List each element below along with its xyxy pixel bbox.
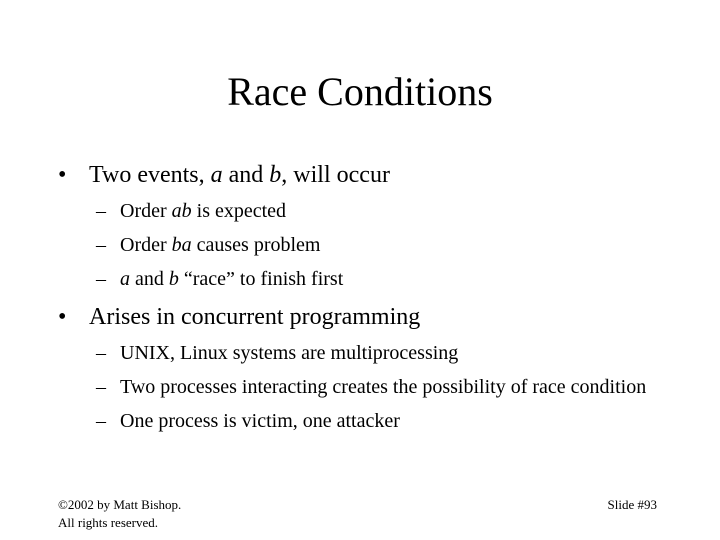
sub-1-2-seg-2: causes problem <box>191 234 321 256</box>
sub-1-1-seg-2: is expected <box>191 200 287 222</box>
bullet-1 <box>58 158 688 192</box>
sub-bullet-2-2 <box>58 372 688 402</box>
slide-number: Slide #93 <box>607 497 657 512</box>
bullet-1-seg-4: , will occur <box>281 162 390 188</box>
sub-1-3-seg-2: b <box>168 268 179 290</box>
dash-icon: – <box>96 342 106 364</box>
bullet-dot-icon: • <box>58 304 67 330</box>
sub-1-3-seg-1: and <box>130 268 169 290</box>
sub-2-1-seg-0: UNIX, Linux systems are multiprocessing <box>120 342 459 364</box>
sub-bullet-2-3 <box>58 406 688 436</box>
slide-content <box>58 158 688 436</box>
bullet-2 <box>58 300 688 334</box>
sub-1-3-seg-3: “race” to finish first <box>178 268 344 290</box>
bullet-1-seg-3: b <box>269 162 282 188</box>
sub-2-3-seg-0: One process is victim, one attacker <box>120 410 400 432</box>
dash-icon: – <box>96 410 106 432</box>
sub-bullet-2-1 <box>58 338 688 368</box>
rights-text: All rights reserved. <box>58 515 159 530</box>
copyright-text: ©2002 by Matt Bishop. <box>58 497 182 512</box>
sub-2-2-seg-0: Two processes interacting creates the possibility of race condition <box>120 376 647 398</box>
bullet-2-seg-0: Arises in concurrent programming <box>89 304 421 330</box>
bullet-dot-icon: • <box>58 162 67 188</box>
dash-icon: – <box>96 200 106 222</box>
bullet-1-seg-0: Two events, <box>89 162 211 188</box>
slide-title: Race Conditions <box>227 69 493 114</box>
sub-bullet-1-3 <box>58 264 688 294</box>
dash-icon: – <box>96 376 106 398</box>
dash-icon: – <box>96 268 106 290</box>
bullet-1-seg-1: a <box>210 162 223 188</box>
bullet-1-seg-2: and <box>222 162 270 188</box>
sub-bullet-1-2 <box>58 230 688 260</box>
sub-1-1-seg-1: ab <box>171 200 192 222</box>
footer-copyright <box>58 496 181 532</box>
sub-1-1-seg-0: Order <box>120 200 172 222</box>
sub-1-2-seg-1: ba <box>171 234 192 256</box>
dash-icon: – <box>96 234 106 256</box>
sub-1-2-seg-0: Order <box>120 234 172 256</box>
sub-1-3-seg-0: a <box>120 268 130 290</box>
sub-bullet-1-1 <box>58 196 688 226</box>
